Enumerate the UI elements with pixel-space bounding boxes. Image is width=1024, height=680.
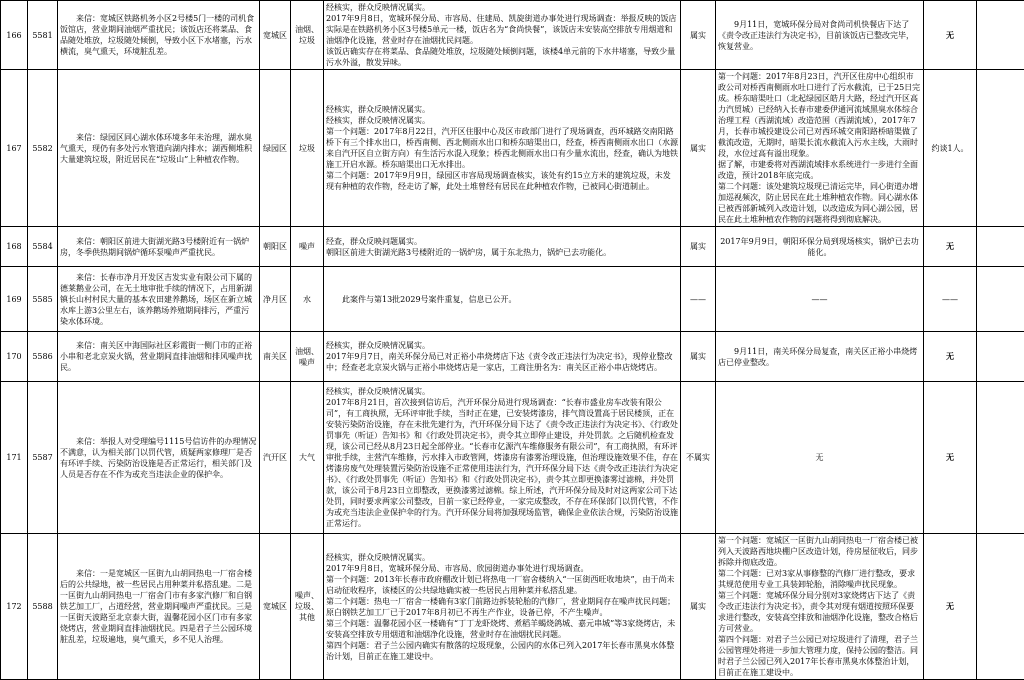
row-district: 宽城区	[260, 1, 291, 70]
row-extra	[977, 332, 1024, 382]
row-result: 2017年9月9日，朝阳环保分局到现场核实，锅炉已去功能化。	[716, 227, 924, 267]
row-responsibility: 无	[924, 332, 977, 382]
row-complaint: 来信：绿园区同心湖水体环境多年未治理，湖水臭气熏天，现仍有多处污水管道向湖内排水；湖西侧堆积大量建筑垃圾，附近居民在“垃圾山”上种植农作物。	[58, 70, 260, 227]
row-complaint: 来信：一是宽城区一匡街九山胡同热电一厂宿舍楼后的公共绿地，被一些居民占用种菜并私搭乱建。二是一匡街九山胡同热电一厂宿舍门市有多家汽修厂和自钢铁艺加工厂，占道经营，营业期间噪声严重扰民。三是一匡街天波路至北京泰大街，温馨花园小区门市有多家烧烤店，营业期间直排油烟扰民。四是君子兰公园环境脏乱差，垃圾遍地，臭气熏天，乡不见人治理。	[58, 534, 260, 680]
row-type: 大气	[291, 382, 324, 534]
row-verdict: 属实	[681, 227, 716, 267]
row-seq: 166	[1, 1, 28, 70]
row-seq: 169	[1, 267, 28, 332]
row-extra	[977, 534, 1024, 680]
row-responsibility: 无	[924, 1, 977, 70]
row-district: 宽城区	[260, 534, 291, 680]
row-id: 5582	[28, 70, 58, 227]
row-seq: 170	[1, 332, 28, 382]
row-process: 经核实，群众反映情况属实。 2017年9月8日，宽城环保分局、市容局、欣园街道办事处进行现场调查。 第一个问题：2013年长春市政府棚改计划已将热电一厂宿舍楼纳入“一匡街西旺收地块”，由于尚未启动征收程序，该楼区的公共绿地确实被一些居民占用种菜并私搭乱建。 第二个问题：热电一厂宿舍一楼确有3家门前路边拆装轮胎的汽修厂，营业期间存在噪声扰民问题；原白钢铁艺加工厂已于2017年8月初已不再生产作业，设备已停，不产生噪声。 第三个问题：温馨花园小区一楼确有“丁丁龙虾烧烤、煮稻羊蝎烧鸽城、嘉元串城”等3家烧烤店，未安装高空排放专用烟道和油烟净化设施，营业时存在油烟扰民问题。 第四个问题：君子兰公园内确实有散落的垃圾现象，公园内的水体已列入2017年长春市黑臭水体整治计划，目前正在施工建设中。	[324, 534, 681, 680]
row-complaint: 来信：南关区中海国际社区彩霞街一侧门市的正裕小串和老北京炭火锅，营业期间直排油烟和排风噪声扰民。	[58, 332, 260, 382]
row-result: 第一个问题：2017年8月23日，汽开区住房中心组织市政公司对桥西南侧雨水吐口进行了污水截流，已于25日完成。桥东暗渠吐口（北起绿园区皓月大路，经过汽开区高力汽贸城）已经纳入长春市建委伊通河流域黑臭水体综合治理工程（西湖流域）改造范围（西湖流域），2017年7月，长春市城投建设公司已对西环城交南阳路桥暗渠做了截流改造，无期时，暗渠长流水截流入污水主线，大雨时段，水位过高有溢出现象。 据了解，市建委将对西湖流域排水系统进行一步进行全面改造，预计2018年底完成。 第二个问题：该处建筑垃圾现已清运完毕，同心街道办增加巡视频次，防止居民在此土堆种植农作物。同心湖水体已被西部新城列入改造计划，以改造成为同心湖公园，居民在此土堆种植农作物的问题将得到彻底解决。	[716, 70, 924, 227]
row-process: 经查，群众反映问题属实。 朝阳区前进大街湖光路3号楼附近的一锅炉房，属于东北热力，锅炉已去功能化。	[324, 227, 681, 267]
row-type: 水	[291, 267, 324, 332]
row-process: 经核实，群众反映情况属实。 2017年9月8日，宽城环保分局、市容局、住建局、凯旋街道办事处进行现场调查：举报反映的饭店实际是在铁路机务小区3号楼5单元一楼，饭店名为“食尚快餐”，该饭店未安装高空排放专用烟道和油烟净化设施，营业时存在油烟扰民问题。 该饭店确实存在将菜品、食品随处堆放，垃圾随处倾倒问题，该楼4单元前的下水井堵塞，导致少量污水外溢，散发异味。	[324, 1, 681, 70]
row-verdict: 属实	[681, 332, 716, 382]
row-process: 此案件与第13批2029号案件重复，信息已公开。	[324, 267, 681, 332]
row-responsibility: ——	[924, 267, 977, 332]
row-complaint: 来信：朝阳区前进大街湖光路3号楼附近有一锅炉房，冬季供热期间锅炉循环泵噪声严重扰民。	[58, 227, 260, 267]
table-row	[1, 332, 1024, 382]
row-responsibility: 无	[924, 227, 977, 267]
table-row	[1, 70, 1024, 227]
row-district: 汽开区	[260, 382, 291, 534]
row-type: 垃圾	[291, 70, 324, 227]
row-extra	[977, 1, 1024, 70]
row-district: 净月区	[260, 267, 291, 332]
row-seq: 172	[1, 534, 28, 680]
row-type: 噪声	[291, 227, 324, 267]
row-process: 经核实，群众反映情况属实。 2017年8月21日，首次接到信访后，汽开环保分局进行现场调查：“长春市盛业房车改装有限公司”，有工商执照，无环评审批手续，当时正在建，已安装烤漆房，排气筒设置高于居民楼顶，正在安装污染防治设施，存在未批先建行为，汽开环保分局下达了《责令改正违法行为决定书》、《行政处罚事先（听证）告知书》和《行政处罚决定书》，责令其立即停止建设，并处罚款。之后随机检查发现，该公司已经从8月23日起全部停业。“长春市亿源汽车维修服务有限公司”，有工商执照，有环评审批手续，主营汽车维修，污水排入市政管网，烤漆房有漆雾治理设施，但治理设施效果不佳，存在烤漆房废气处理装置污染防治设施不正常使用违法行为，汽开环保分局下达《责令改正违法行为决定书》、《行政处罚事先（听证）告知书》和《行政处罚决定书》，责令其立即更换漆雾过滤棉，并处罚款，该公司于8月23日立即整改，更换漆雾过滤棉。综上所述，汽开环保分局及时对这两家公司下达处罚，同时要求两家公司整改，目前一家已经停业，一家完成整改，不存在环保部门以罚代管，不作为或充当违法企业保护伞的行为。汽开环保分局将加强现场监管，确保企业依法合规，污染防治设施正常运行。	[324, 382, 681, 534]
row-complaint: 来信：长春市净月开发区吉发实业有限公司下属的德莱鹅业公司，在无土地审批手续的情况下，占用新湖镇长山村村民大量的基本农田建养鹅场，场区在新立城水库上游3公里左右，该养鹅场养殖期间排污，严重污染水体环境。	[58, 267, 260, 332]
row-type: 油烟、噪声	[291, 332, 324, 382]
row-verdict: 不属实	[681, 382, 716, 534]
row-extra	[977, 267, 1024, 332]
row-result: 第一个问题：宽城区一匡街九山胡同热电一厂宿舍楼已被列入天波路西地块棚户区改造计划，待房屋征收后，同步拆除并彻底改造。 第二个问题：已对3家从事修整的汽修厂进行整改，要求其规范使用专业工具装卸轮胎，消除噪声扰民现象。 第三个问题：宽城环保分局分别对3家烧烤店下达了《责令改正违法行为决定书》，责令其对现有烟道按照环保要求进行整改，安装高空排放和油烟净化设施，整改合格后方可营业。 第四个问题：对君子兰公园已对垃圾进行了清理，君子兰公园管理处将进一步加大管理力度，保持公园的整洁。同时君子兰公园已列入2017年长春市黑臭水体整治计划，目前正在施工建设中。	[716, 534, 924, 680]
row-extra	[977, 227, 1024, 267]
row-id: 5588	[28, 534, 58, 680]
row-district: 朝阳区	[260, 227, 291, 267]
table-row	[1, 267, 1024, 332]
row-seq: 171	[1, 382, 28, 534]
row-verdict: ——	[681, 267, 716, 332]
table-row	[1, 227, 1024, 267]
table-row	[1, 382, 1024, 534]
row-process: 经核实，群众反映情况属实。 经核实，群众反映情况属实。 第一个问题：2017年8月22日，汽开区住服中心及区市政部门进行了现场调查，西环城路交南阳路桥下有三个排水出口，桥西南侧、西北侧雨水出口和桥东暗渠出口，经查，桥西南侧雨水出口（水源来自汽开区自立街方向）有生活污水混入现象；桥西北侧雨水出口有少量水流出，经查，确认为地铁施工开启水源。桥东暗渠出口无水排出。 第二个问题：2017年9月9日，绿园区市容局现场调查核实，该处有约15立方米的建筑垃圾，未发现有种植的农作物，经走访了解，此处土堆曾经有居民在此种植农作物，已被同心街道制止。	[324, 70, 681, 227]
row-id: 5581	[28, 1, 58, 70]
row-district: 绿园区	[260, 70, 291, 227]
row-result: 无	[716, 382, 924, 534]
table-row	[1, 1, 1024, 70]
row-id: 5585	[28, 267, 58, 332]
row-district: 南关区	[260, 332, 291, 382]
row-responsibility: 约谈1人。	[924, 70, 977, 227]
row-complaint: 来信：宽城区铁路机务小区2号楼5门一楼的司机食饭馆店，营业期间油烟严重扰民；该饭店还将菜品、食品随处堆放，垃圾随处倾倒，导致小区下水堵塞，污水横流，臭气熏天，环境脏乱差。	[58, 1, 260, 70]
row-process: 经核实，群众反映情况属实。 2017年9月7日，南关环保分局已对正裕小串烧烤店下达《责令改正违法行为决定书》，现停业整改中；经查老北京炭火锅与正裕小串烧烤店是一家店，工商注册名为：南关区正裕小串店烧烤店。	[324, 332, 681, 382]
row-verdict: 属实	[681, 1, 716, 70]
row-verdict: 属实	[681, 70, 716, 227]
row-type: 噪声、垃圾、其他	[291, 534, 324, 680]
row-result: ——	[716, 267, 924, 332]
row-type: 油烟、垃圾	[291, 1, 324, 70]
row-id: 5584	[28, 227, 58, 267]
row-extra	[977, 70, 1024, 227]
table-row	[1, 534, 1024, 680]
row-responsibility: 无	[924, 382, 977, 534]
row-id: 5587	[28, 382, 58, 534]
row-extra	[977, 382, 1024, 534]
row-id: 5586	[28, 332, 58, 382]
row-seq: 168	[1, 227, 28, 267]
row-result: 9月11日，南关环保分局复查，南关区正裕小串烧烤店已停业整改。	[716, 332, 924, 382]
row-result: 9月11日，宽城环保分局对食尚司机快餐店下达了《责令改正违法行为决定书》，目前该饭店已整改完毕，恢复营业。	[716, 1, 924, 70]
row-responsibility: 无	[924, 534, 977, 680]
row-seq: 167	[1, 70, 28, 227]
row-verdict: 属实	[681, 534, 716, 680]
row-complaint: 来信：举报人对受理编号1115号信访件的办理情况不满意，认为相关部门以罚代管，质疑两家修理厂是否有环评手续、污染防治设施是否正常运行，相关部门及人员是否存在不作为或充当违法企业的保护伞。	[58, 382, 260, 534]
